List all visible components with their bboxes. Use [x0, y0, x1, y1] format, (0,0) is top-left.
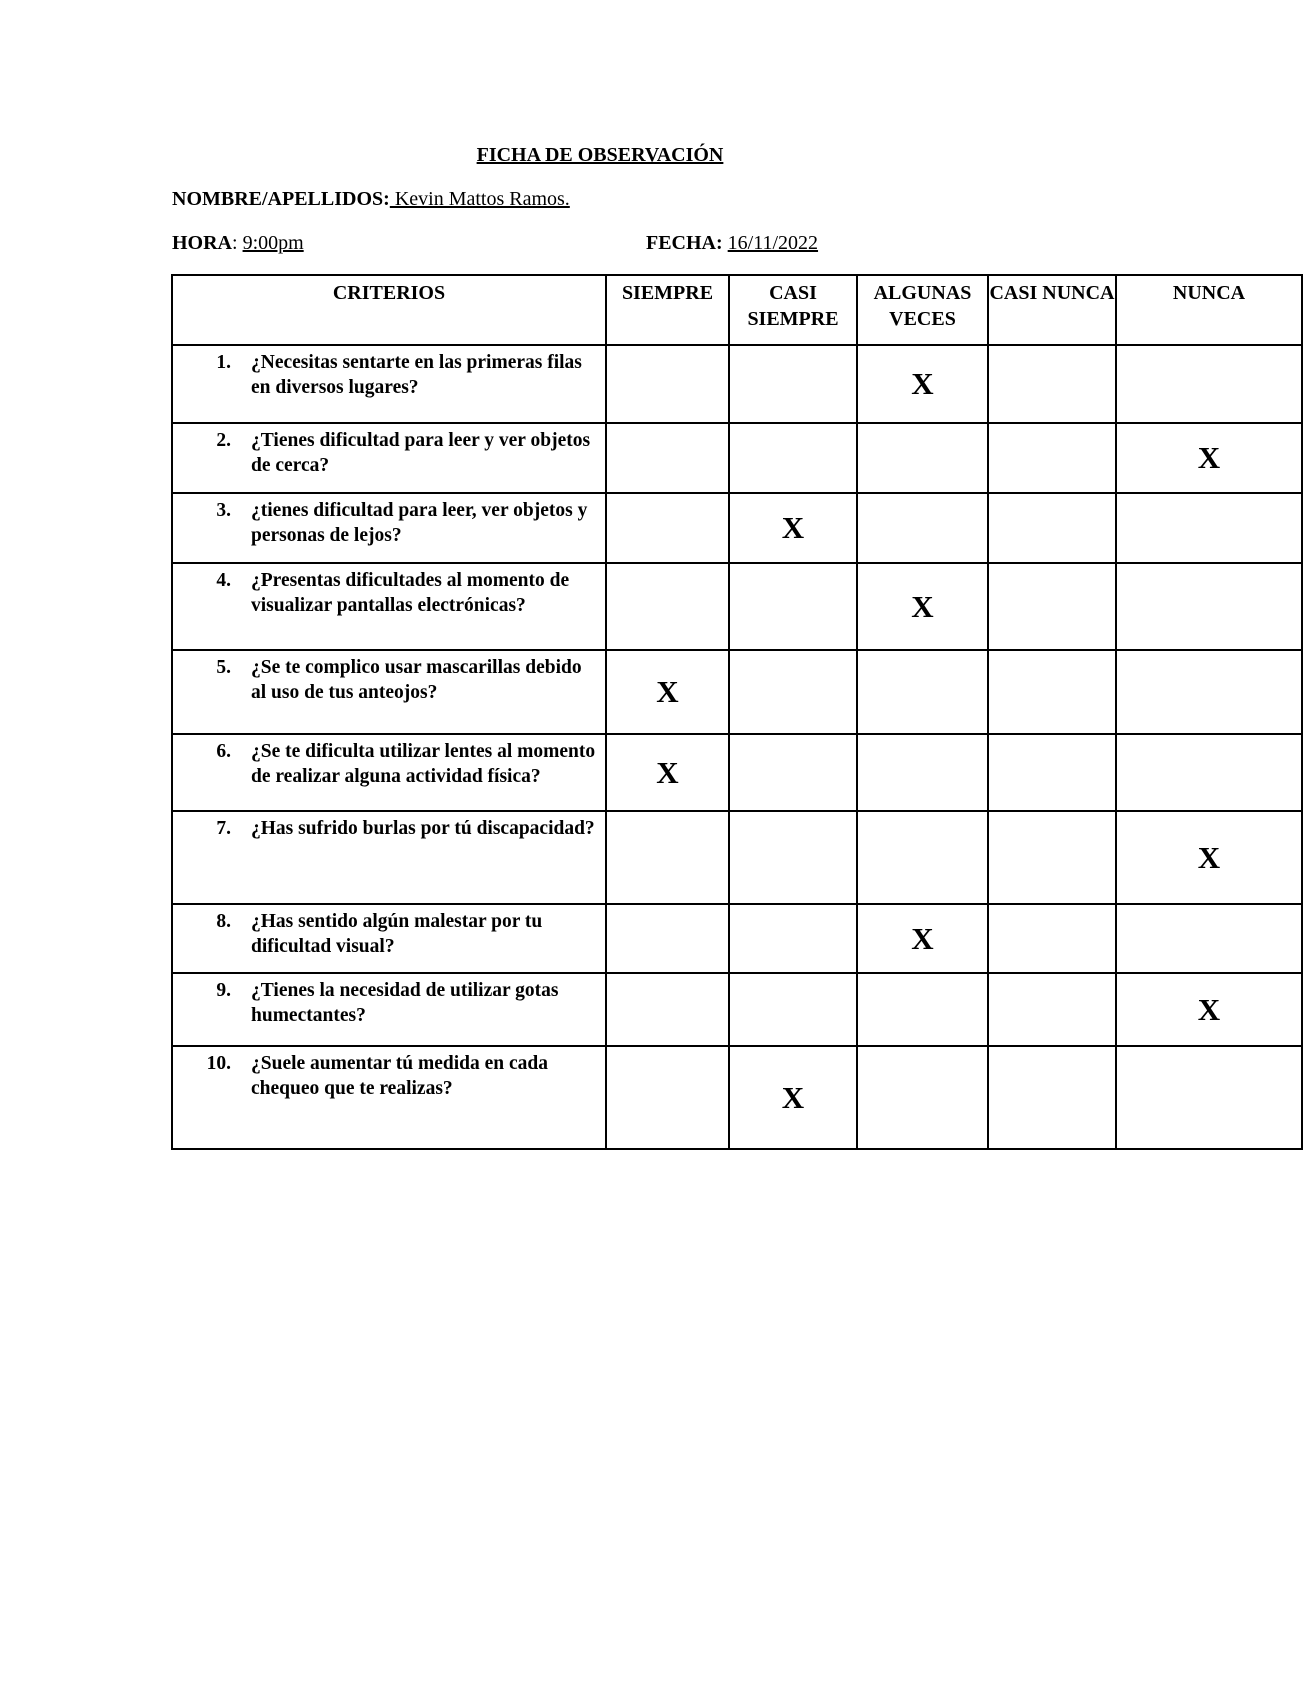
time-value: 9:00pm — [242, 232, 304, 254]
question-text: ¿Suele aumentar tú medida en cada chequeo que te realizas? — [251, 1053, 549, 1099]
question-number: 3. — [216, 500, 231, 521]
answer-cell — [857, 493, 988, 563]
answer-cell — [729, 650, 857, 734]
criteria-cell — [172, 345, 606, 423]
column-header: SIEMPRE — [606, 275, 729, 345]
observation-table — [171, 274, 1303, 1150]
answer-cell — [729, 904, 857, 973]
question-number: 8. — [216, 911, 231, 932]
question-text: ¿Presentas dificultades al momento de visualizar pantallas electrónicas? — [251, 570, 570, 616]
question-text: ¿Has sufrido burlas por tú discapacidad? — [251, 818, 595, 839]
answer-cell — [988, 345, 1116, 423]
answer-mark: X — [1197, 839, 1221, 875]
date-label: FECHA: — [646, 232, 723, 254]
answer-cell — [1116, 811, 1302, 904]
answer-mark: X — [911, 366, 934, 401]
question-number: 7. — [216, 818, 231, 839]
answer-cell — [988, 811, 1116, 904]
question-number: 6. — [216, 741, 231, 762]
answer-cell — [1116, 345, 1302, 423]
answer-cell — [988, 563, 1116, 650]
answer-mark: X — [1197, 440, 1221, 475]
column-header: CASI NUNCA — [988, 275, 1116, 345]
document-title: FICHA DE OBSERVACIÓN — [476, 144, 724, 166]
answer-mark: X — [656, 674, 679, 709]
question-number: 9. — [216, 980, 231, 1001]
answer-cell — [729, 1046, 857, 1149]
criteria-cell — [172, 904, 606, 973]
criteria-cell — [172, 734, 606, 811]
table-row — [172, 650, 1302, 734]
answer-cell — [1116, 650, 1302, 734]
criteria-cell — [172, 1046, 606, 1149]
name-label: NOMBRE/APELLIDOS: — [172, 188, 390, 210]
criteria-cell — [172, 973, 606, 1046]
answer-cell — [606, 811, 729, 904]
answer-mark: X — [656, 754, 679, 790]
column-header: ALGUNAS VECES — [857, 275, 988, 345]
name-line — [172, 188, 570, 211]
table-row — [172, 734, 1302, 811]
answer-mark: X — [781, 1079, 805, 1115]
answer-cell — [857, 734, 988, 811]
answer-cell — [606, 650, 729, 734]
answer-cell — [729, 973, 857, 1046]
answer-cell — [729, 493, 857, 563]
answer-cell — [606, 734, 729, 811]
table-row — [172, 345, 1302, 423]
answer-cell — [1116, 904, 1302, 973]
answer-cell — [857, 811, 988, 904]
table-row — [172, 493, 1302, 563]
answer-cell — [1116, 563, 1302, 650]
table-row — [172, 563, 1302, 650]
answer-cell — [1116, 423, 1302, 493]
answer-cell — [729, 423, 857, 493]
answer-cell — [606, 904, 729, 973]
table-row — [172, 904, 1302, 973]
question-text: ¿Necesitas sentarte en las primeras filas en diversos lugares? — [251, 352, 582, 398]
question-number: 2. — [216, 430, 231, 451]
time-line: HORA: 9:00pm — [172, 232, 304, 254]
name-value: Kevin Mattos Ramos. — [389, 188, 570, 210]
criteria-cell — [172, 423, 606, 493]
question-number: 4. — [216, 570, 231, 591]
question-number: 5. — [216, 657, 231, 678]
answer-cell — [988, 904, 1116, 973]
table-row — [172, 973, 1302, 1046]
question-text: ¿Se te complico usar mascarillas debido al uso de tus anteojos? — [251, 657, 582, 703]
question-text: ¿Has sentido algún malestar por tu dificultad visual? — [251, 911, 543, 957]
answer-cell — [857, 563, 988, 650]
answer-cell — [1116, 493, 1302, 563]
answer-cell — [857, 345, 988, 423]
answer-cell — [988, 423, 1116, 493]
criteria-cell — [172, 493, 606, 563]
answer-cell — [857, 650, 988, 734]
answer-mark: X — [911, 920, 934, 956]
table-row — [172, 1046, 1302, 1149]
table-header-row — [172, 275, 1302, 345]
answer-cell — [606, 493, 729, 563]
question-text: ¿Se te dificulta utilizar lentes al momento de realizar alguna actividad física? — [251, 741, 596, 787]
criteria-cell — [172, 811, 606, 904]
answer-cell — [729, 734, 857, 811]
answer-mark: X — [1197, 991, 1221, 1027]
answer-cell — [606, 423, 729, 493]
column-header: NUNCA — [1116, 275, 1302, 345]
answer-cell — [729, 563, 857, 650]
answer-cell — [857, 904, 988, 973]
answer-cell — [857, 973, 988, 1046]
time-label: HORA — [172, 232, 232, 254]
date-value: 16/11/2022 — [727, 232, 819, 254]
question-number: 10. — [206, 1053, 231, 1074]
answer-cell — [1116, 973, 1302, 1046]
answer-cell — [606, 563, 729, 650]
answer-cell — [988, 973, 1116, 1046]
table-row — [172, 423, 1302, 493]
question-text: ¿tienes dificultad para leer, ver objetos y personas de lejos? — [251, 500, 588, 546]
observation-table-container — [171, 274, 1246, 1146]
criteria-cell — [172, 563, 606, 650]
date-line — [646, 232, 818, 255]
answer-cell — [988, 650, 1116, 734]
question-text: ¿Tienes dificultad para leer y ver objetos de cerca? — [251, 430, 591, 476]
answer-cell — [988, 493, 1116, 563]
answer-cell — [1116, 734, 1302, 811]
answer-cell — [1116, 1046, 1302, 1149]
table-row — [172, 811, 1302, 904]
answer-cell — [857, 1046, 988, 1149]
answer-cell — [729, 345, 857, 423]
answer-cell — [857, 423, 988, 493]
answer-cell — [606, 1046, 729, 1149]
answer-mark: X — [911, 588, 934, 624]
criteria-cell — [172, 650, 606, 734]
answer-mark: X — [781, 510, 805, 545]
answer-cell — [988, 734, 1116, 811]
answer-cell — [729, 811, 857, 904]
answer-cell — [988, 1046, 1116, 1149]
column-header: CRITERIOS — [172, 275, 606, 345]
answer-cell — [606, 345, 729, 423]
question-text: ¿Tienes la necesidad de utilizar gotas humectantes? — [251, 980, 559, 1026]
question-number: 1. — [216, 352, 231, 373]
answer-cell — [606, 973, 729, 1046]
column-header: CASI SIEMPRE — [729, 275, 857, 345]
